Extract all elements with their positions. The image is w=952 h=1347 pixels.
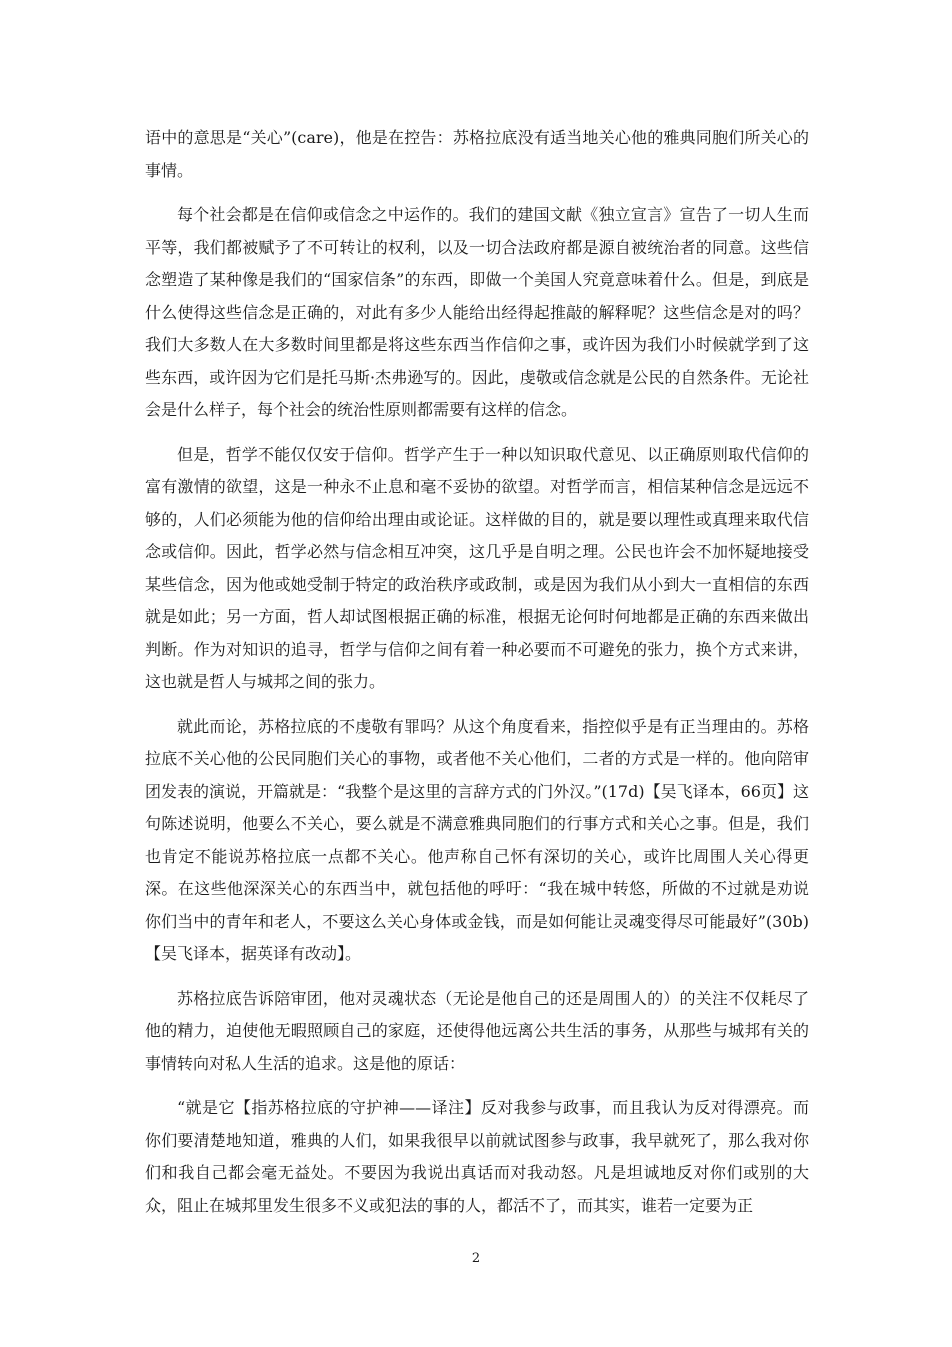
paragraph-4: 就此而论，苏格拉底的不虔敬有罪吗？从这个角度看来，指控似乎是有正当理由的。苏格拉底不关心他的公民同胞们关心的事物，或者他不关心他们，二者的方式是一样的。他向陪审团发表的演说，开篇就是：“我整个是这里的言辞方式的门外汉。”(17d)【吴飞译本，66页】这句陈述说明，他要么不关心，要么就是不满意雅典同胞们的行事方式和关心之事。但是，我们也肯定不能说苏格拉底一点都不关心。他声称自己怀有深切的关心，或许比周围人关心得更深。在这些他深深关心的东西当中，就包括他的呼吁：“我在城中转悠，所做的不过就是劝说你们当中的青年和老人，不要这么关心身体或金钱，而是如何能让灵魂变得尽可能最好”(30b)【吴飞译本，据英译有改动】。 — [145, 716, 809, 963]
paragraph-2: 每个社会都是在信仰或信念之中运作的。我们的建国文献《独立宣言》宣告了一切人生而平等，我们都被赋予了不可转让的权利，以及一切合法政府都是源自被统治者的同意。这些信念塑造了某种像是我们的“国家信条”的东西，即做一个美国人究竟意味着什么。但是，到底是什么使得这些信念是正确的，对此有多少人能给出经得起推敲的解释呢？这些信念是对的吗？我们大多数人在大多数时间里都是将这些东西当作信仰之事，或许因为我们小时候就学到了这些东西，或许因为它们是托马斯·杰弗逊写的。因此，虔敬或信念就是公民的自然条件。无论社会是什么样子，每个社会的统治性原则都需要有这样的信念。 — [145, 205, 809, 419]
document-body — [145, 122, 809, 1234]
paragraph-5: 苏格拉底告诉陪审团，他对灵魂状态（无论是他自己的还是周围人的）的关注不仅耗尽了他的精力，迫使他无暇照顾自己的家庭，还使得他远离公共生活的事务，从那些与城邦有关的事情转向对私人生活的追求。这是他的原话： — [145, 988, 809, 1073]
paragraph-3: 但是，哲学不能仅仅安于信仰。哲学产生于一种以知识取代意见、以正确原则取代信仰的富有激情的欲望，这是一种永不止息和毫不妥协的欲望。对哲学而言，相信某种信念是远远不够的，人们必须能为他的信仰给出理由或论证。这样做的目的，就是要以理性或真理来取代信念或信仰。因此，哲学必然与信念相互冲突，这几乎是自明之理。公民也许会不加怀疑地接受某些信念，因为他或她受制于特定的政治秩序或政制，或是因为我们从小到大一直相信的东西就是如此；另一方面，哲人却试图根据正确的标准，根据无论何时何地都是正确的东西来做出判断。作为对知识的追寻，哲学与信仰之间有着一种必要而不可避免的张力，换个方式来讲，这也就是哲人与城邦之间的张力。 — [145, 444, 809, 691]
page-number: 2 — [471, 1251, 481, 1266]
paragraph-1: 语中的意思是“关心”(care)，他是在控告：苏格拉底没有适当地关心他的雅典同胞们所关心的事情。 — [145, 128, 809, 180]
block-quote: “就是它【指苏格拉底的守护神——译注】反对我参与政事，而且我认为反对得漂亮。而你们要清楚地知道，雅典的人们，如果我很早以前就试图参与政事，我早就死了，那么我对你们和我自己都会毫无益处。不要因为我说出真话而对我动怒。凡是坦诚地反对你们或别的大众，阻止在城邦里发生很多不义或犯法的事的人，都活不了，而其实，谁若一定要为正 — [145, 1098, 809, 1215]
